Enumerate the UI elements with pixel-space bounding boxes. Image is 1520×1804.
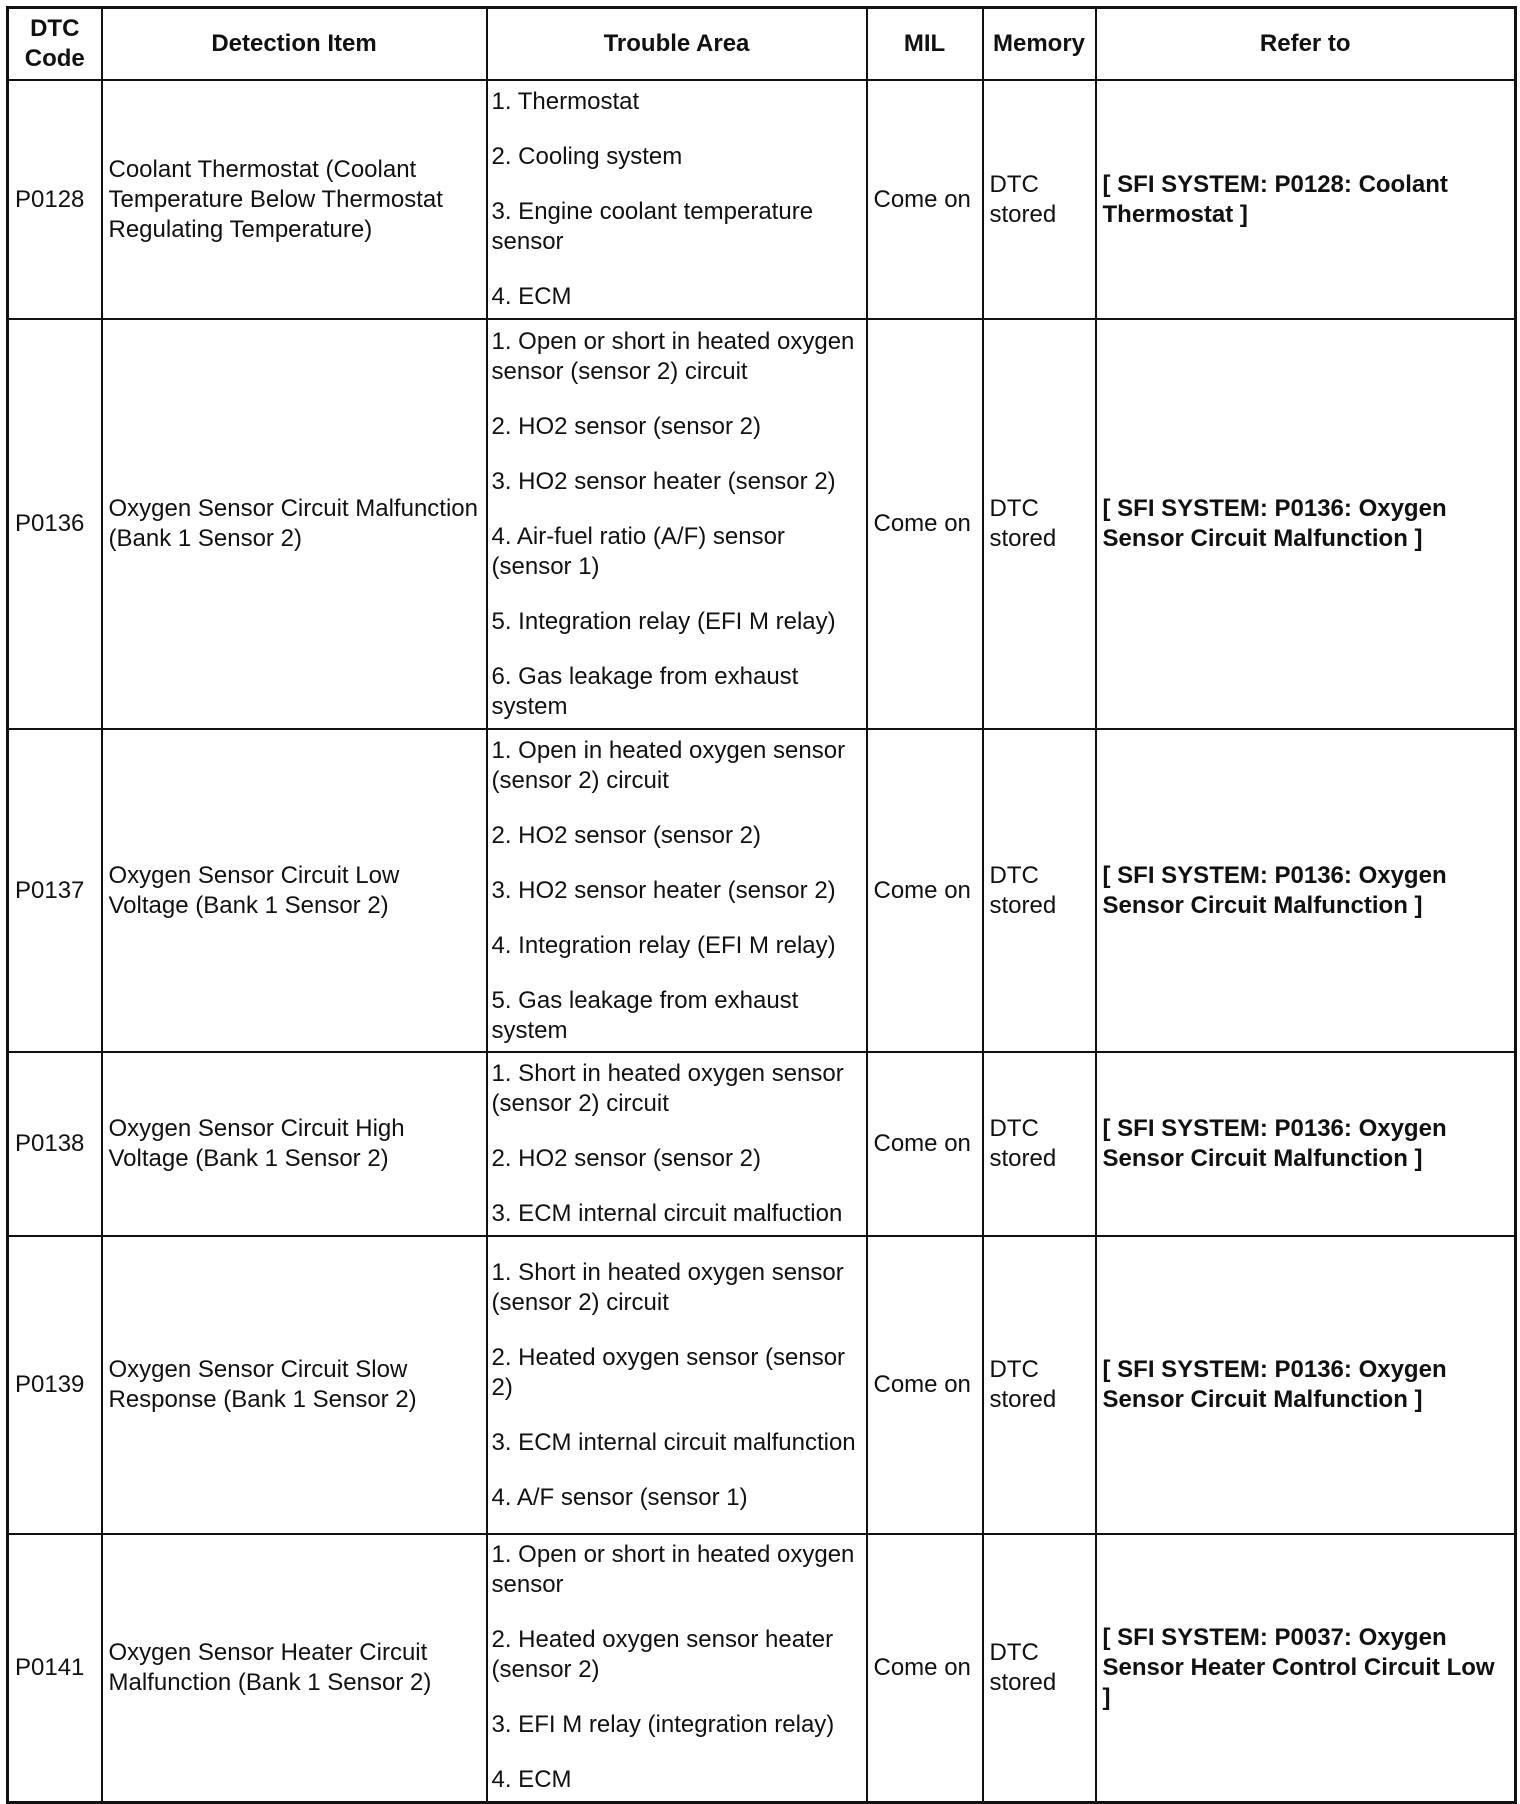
table-row [8, 1052, 1516, 1236]
header-trouble-area: Trouble Area [487, 8, 867, 81]
trouble-area-item: 2. HO2 sensor (sensor 2) [491, 821, 761, 849]
trouble-area-list [492, 1059, 862, 1229]
refer-to-cell: [ SFI SYSTEM: P0128: Coolant Thermostat ] [1096, 80, 1516, 319]
trouble-area-item: 2. HO2 sensor (sensor 2) [491, 1145, 761, 1172]
mil-cell: Come on [867, 1052, 983, 1236]
trouble-area-item: 4. ECM [491, 1766, 572, 1794]
trouble-area-item: 6. Gas leakage from exhaust system [491, 662, 799, 720]
trouble-area-list [492, 327, 862, 722]
trouble-area-cell [487, 1236, 867, 1534]
trouble-area-item: 3. HO2 sensor heater (sensor 2) [491, 876, 836, 904]
memory-cell: DTC stored [983, 319, 1096, 729]
header-dtc-code: DTC Code [8, 8, 102, 81]
trouble-area-item: 1. Short in heated oxygen sensor (sensor 2) circuit [491, 1060, 844, 1117]
table-row [8, 80, 1516, 319]
trouble-area-item: 3. HO2 sensor heater (sensor 2) [491, 467, 836, 495]
refer-to-cell: [ SFI SYSTEM: P0136: Oxygen Sensor Circuit Malfunction ] [1096, 1236, 1516, 1534]
memory-cell: DTC stored [983, 1236, 1096, 1534]
mil-cell: Come on [867, 80, 983, 319]
trouble-area-list [492, 1258, 862, 1513]
trouble-area-item: 1. Open or short in heated oxygen sensor [491, 1541, 855, 1599]
trouble-area-item: 3. EFI M relay (integration relay) [491, 1711, 835, 1739]
trouble-area-item: 3. ECM internal circuit malfuction [491, 1200, 843, 1227]
memory-cell: DTC stored [983, 1534, 1096, 1802]
trouble-area-item: 3. Engine coolant temperature sensor [491, 198, 814, 255]
trouble-area-item: 1. Short in heated oxygen sensor (sensor 2) circuit [491, 1258, 844, 1316]
mil-cell: Come on [867, 1534, 983, 1802]
trouble-area-item: 4. Air-fuel ratio (A/F) sensor (sensor 1) [491, 522, 785, 580]
memory-cell: DTC stored [983, 1052, 1096, 1236]
header-row [8, 8, 1516, 81]
memory-cell: DTC stored [983, 80, 1096, 319]
dtc-table [6, 6, 1517, 1804]
detection-item-cell: Oxygen Sensor Circuit High Voltage (Bank 1 Sensor 2) [102, 1052, 487, 1236]
mil-cell: Come on [867, 319, 983, 729]
dtc-code-cell: P0141 [8, 1534, 102, 1802]
mil-cell: Come on [867, 1236, 983, 1534]
trouble-area-item: 4. Integration relay (EFI M relay) [491, 931, 836, 959]
trouble-area-item: 2. HO2 sensor (sensor 2) [491, 412, 761, 440]
detection-item-cell: Oxygen Sensor Heater Circuit Malfunction (Bank 1 Sensor 2) [102, 1534, 487, 1802]
trouble-area-list [492, 1540, 862, 1795]
trouble-area-item: 4. ECM [491, 283, 572, 310]
detection-item-cell: Oxygen Sensor Circuit Malfunction (Bank 1 Sensor 2) [102, 319, 487, 729]
table-header [8, 8, 1516, 81]
trouble-area-cell [487, 80, 867, 319]
table-body [8, 80, 1516, 1802]
detection-item-cell: Coolant Thermostat (Coolant Temperature Below Thermostat Regulating Temperature) [102, 80, 487, 319]
memory-cell: DTC stored [983, 729, 1096, 1052]
trouble-area-list [492, 87, 862, 312]
trouble-area-item: 5. Gas leakage from exhaust system [491, 986, 799, 1044]
trouble-area-item: 1. Open in heated oxygen sensor (sensor 2) circuit [491, 736, 846, 794]
table-row [8, 1236, 1516, 1534]
table-row [8, 319, 1516, 729]
refer-to-cell: [ SFI SYSTEM: P0136: Oxygen Sensor Circuit Malfunction ] [1096, 729, 1516, 1052]
refer-to-cell: [ SFI SYSTEM: P0136: Oxygen Sensor Circuit Malfunction ] [1096, 319, 1516, 729]
trouble-area-item: 2. Heated oxygen sensor (sensor 2) [491, 1343, 846, 1401]
table-row [8, 1534, 1516, 1802]
trouble-area-list [492, 736, 862, 1046]
detection-item-cell: Oxygen Sensor Circuit Low Voltage (Bank 1 Sensor 2) [102, 729, 487, 1052]
trouble-area-item: 5. Integration relay (EFI M relay) [491, 607, 836, 635]
trouble-area-item: 3. ECM internal circuit malfunction [491, 1428, 856, 1456]
header-memory: Memory [983, 8, 1096, 81]
table-row [8, 729, 1516, 1052]
trouble-area-item: 2. Cooling system [491, 143, 683, 170]
dtc-code-cell: P0138 [8, 1052, 102, 1236]
trouble-area-item: 2. Heated oxygen sensor heater (sensor 2) [491, 1626, 834, 1684]
refer-to-cell: [ SFI SYSTEM: P0037: Oxygen Sensor Heater Control Circuit Low ] [1096, 1534, 1516, 1802]
mil-cell: Come on [867, 729, 983, 1052]
trouble-area-cell [487, 1052, 867, 1236]
header-refer-to: Refer to [1096, 8, 1516, 81]
dtc-code-cell: P0128 [8, 80, 102, 319]
trouble-area-cell [487, 1534, 867, 1802]
header-mil: MIL [867, 8, 983, 81]
detection-item-cell: Oxygen Sensor Circuit Slow Response (Bank 1 Sensor 2) [102, 1236, 487, 1534]
trouble-area-item: 4. A/F sensor (sensor 1) [491, 1483, 748, 1511]
refer-to-cell: [ SFI SYSTEM: P0136: Oxygen Sensor Circuit Malfunction ] [1096, 1052, 1516, 1236]
trouble-area-cell [487, 319, 867, 729]
trouble-area-cell [487, 729, 867, 1052]
dtc-code-cell: P0139 [8, 1236, 102, 1534]
trouble-area-item: 1. Thermostat [491, 88, 640, 115]
header-detection-item: Detection Item [102, 8, 487, 81]
dtc-code-cell: P0136 [8, 319, 102, 729]
dtc-code-cell: P0137 [8, 729, 102, 1052]
trouble-area-item: 1. Open or short in heated oxygen sensor (sensor 2) circuit [491, 327, 855, 385]
